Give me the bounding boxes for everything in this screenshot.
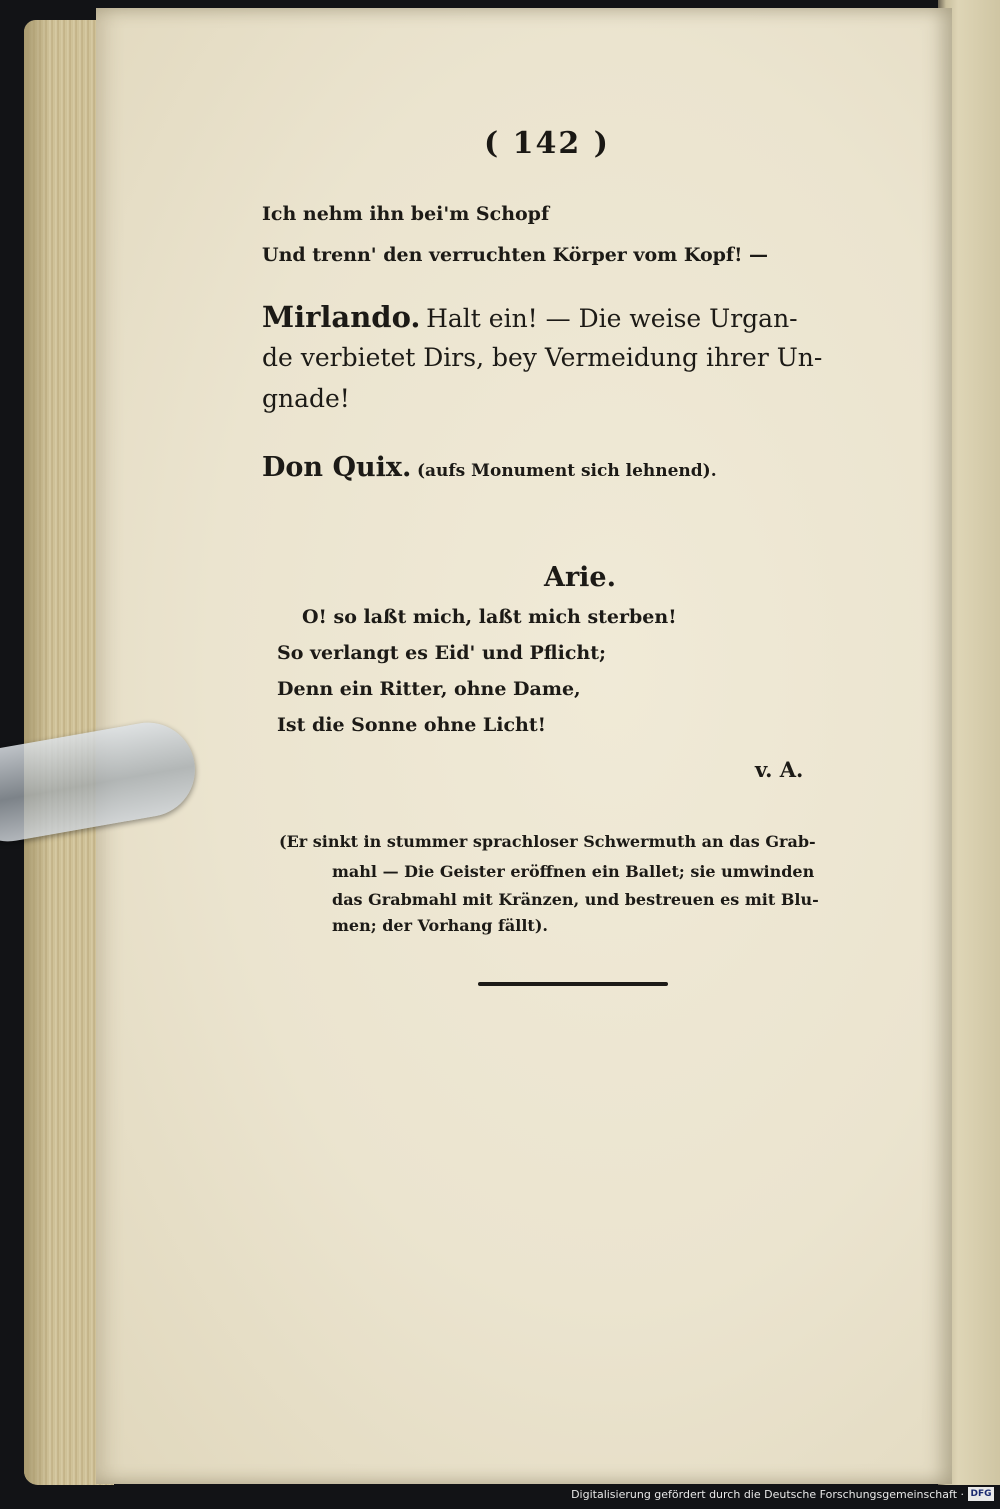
section-rule [478, 982, 668, 986]
speech-text: Halt ein! — Die weise Urgan- [426, 304, 798, 333]
aria-credit: v. A. [755, 757, 804, 782]
speaker-name: Mirlando. [262, 300, 421, 334]
speech-text: de verbietet Dirs, bey Vermeidung ihrer Un- [262, 343, 823, 372]
stage-direction-line: men; der Vorhang fällt). [332, 916, 548, 935]
dfg-logo: DFG [968, 1487, 994, 1501]
stage-direction-inline: (aufs Monument sich lehnend). [416, 461, 717, 481]
page-number: ( 142 ) [484, 126, 610, 161]
stage-direction-line: (Er sinkt in stummer sprachloser Schwermuth an das Grab- [279, 832, 816, 851]
mirlando-line [262, 300, 798, 334]
verse-line: Ich nehm ihn bei'm Schopf [262, 203, 550, 225]
stage-direction-line: das Grabmahl mit Kränzen, und bestreuen es mit Blu- [332, 890, 819, 909]
stage-direction-line: mahl — Die Geister eröffnen ein Ballet; sie umwinden [332, 862, 815, 881]
verse-line: Und trenn' den verruchten Körper vom Kopf! — [262, 244, 769, 266]
aria-verse: O! so laßt mich, laßt mich sterben! [302, 606, 677, 628]
digitization-credit: Digitalisierung gefördert durch die Deutsche Forschungsgemeinschaft · [571, 1488, 964, 1501]
don-quix-line [262, 452, 717, 483]
aria-heading: Arie. [544, 562, 617, 593]
speaker-name: Don Quix. [262, 452, 412, 483]
aria-verse: Denn ein Ritter, ohne Dame, [277, 678, 581, 700]
speech-text: gnade! [262, 384, 350, 413]
aria-verse: Ist die Sonne ohne Licht! [277, 714, 546, 736]
book-page [96, 8, 952, 1484]
aria-verse: So verlangt es Eid' und Pflicht; [277, 642, 607, 664]
